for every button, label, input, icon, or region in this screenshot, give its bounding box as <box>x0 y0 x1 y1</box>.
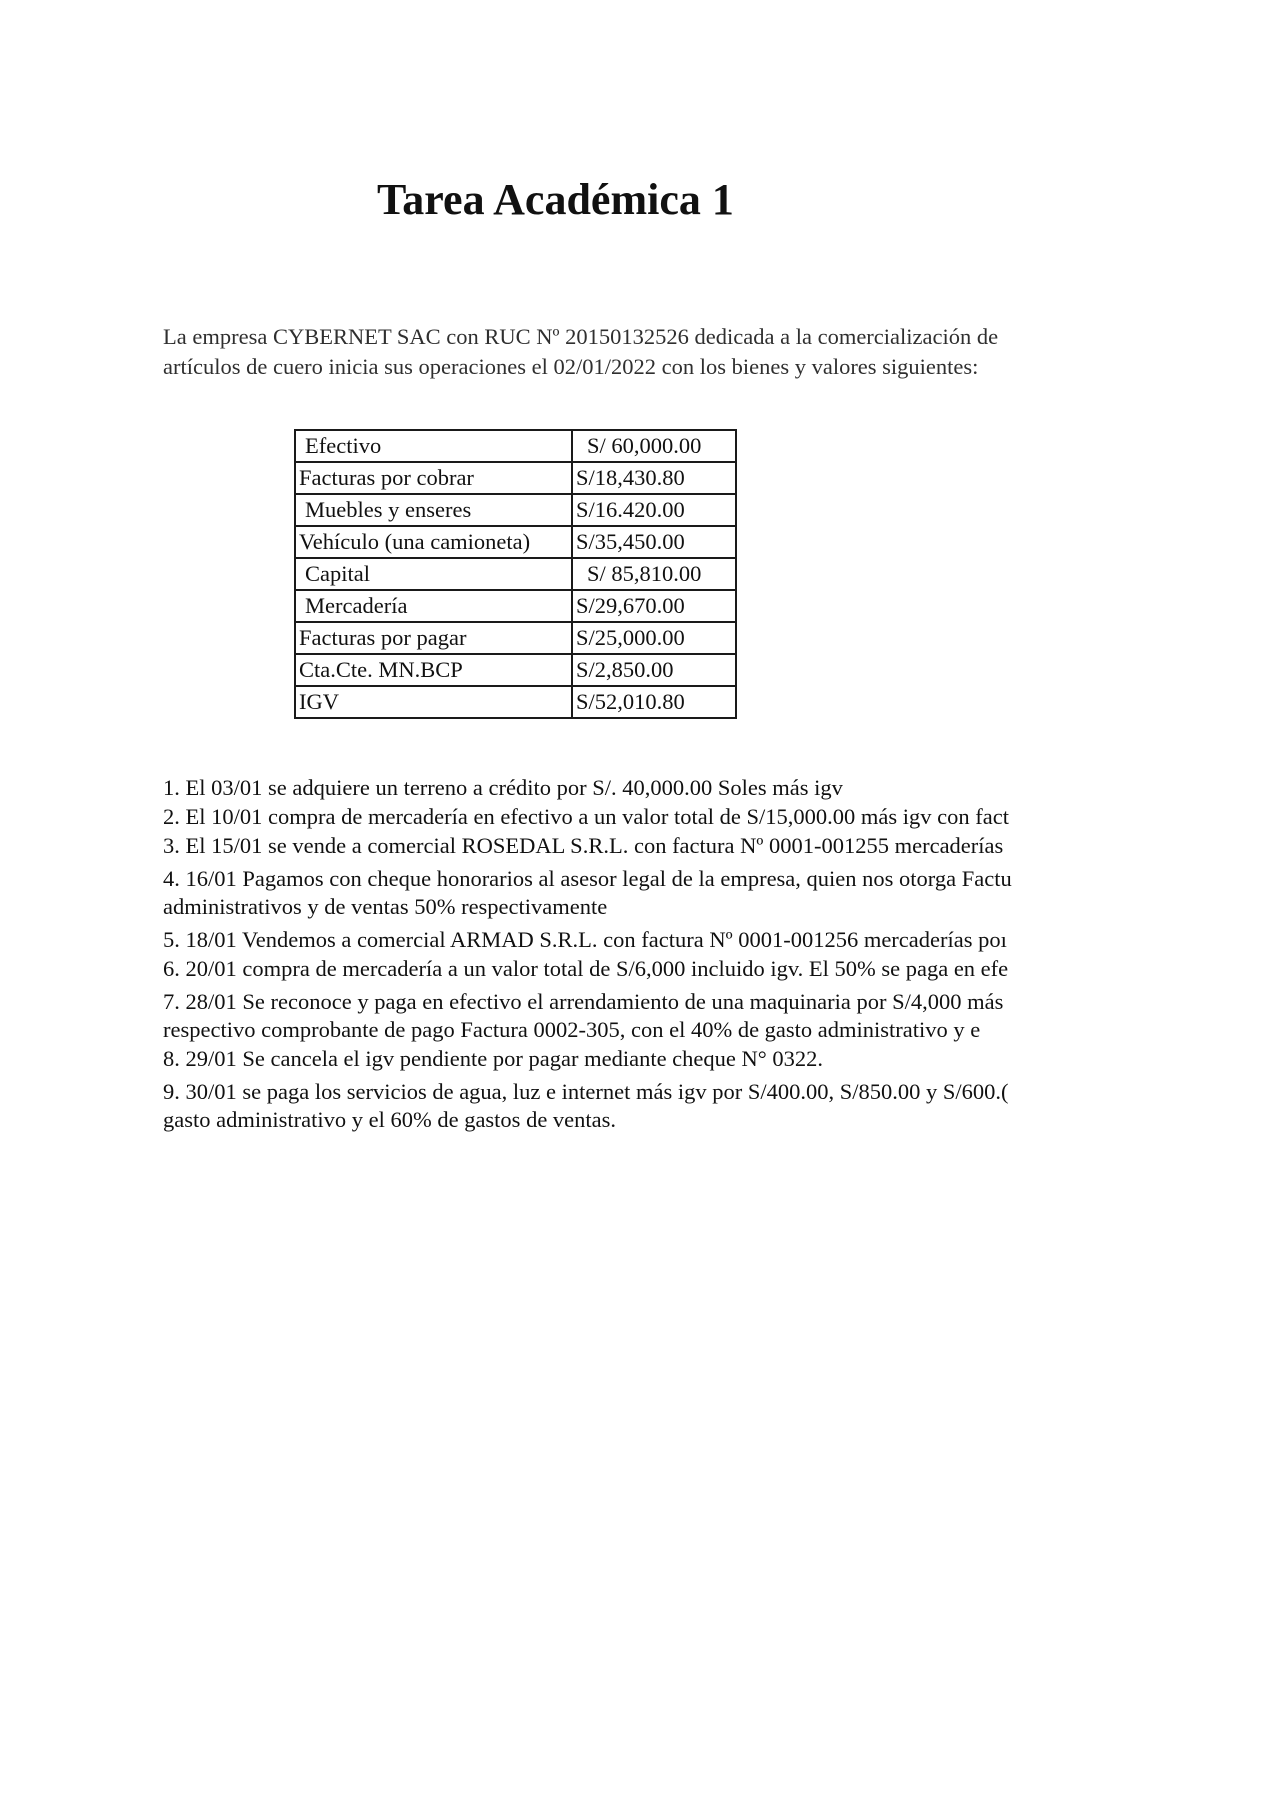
asset-value: S/29,670.00 <box>572 590 736 622</box>
table-row <box>295 558 736 590</box>
list-item <box>163 988 1133 1044</box>
item-text: 4. 16/01 Pagamos con cheque honorarios al asesor legal de la empresa, quien nos otorga Factu <box>163 866 1012 891</box>
item-text: 8. 29/01 Se cancela el igv pendiente por pagar mediante cheque N° 0322. <box>163 1046 824 1071</box>
asset-value: S/18,430.80 <box>572 462 736 494</box>
intro-line-1: La empresa CYBERNET SAC con RUC Nº 20150132526 dedicada a la comercialización de <box>163 324 999 349</box>
intro-line-2: artículos de cuero inicia sus operaciones el 02/01/2022 con los bienes y valores siguientes: <box>163 354 979 379</box>
asset-name: Vehículo (una camioneta) <box>295 526 572 558</box>
asset-value: S/52,010.80 <box>572 686 736 718</box>
table-row <box>295 462 736 494</box>
asset-name: IGV <box>295 686 572 718</box>
list-item <box>163 865 1133 921</box>
list-item <box>163 832 1133 860</box>
item-text-continued: respectivo comprobante de pago Factura 0002-305, con el 40% de gasto administrativo y e <box>163 1017 981 1042</box>
table-row <box>295 686 736 718</box>
asset-name: Facturas por pagar <box>295 622 572 654</box>
item-text-continued: gasto administrativo y el 60% de gastos de ventas. <box>163 1107 617 1132</box>
intro-paragraph <box>163 322 1143 382</box>
item-text: 1. El 03/01 se adquiere un terreno a crédito por S/. 40,000.00 Soles más igv <box>163 775 843 800</box>
list-item <box>163 774 1133 802</box>
item-text: 9. 30/01 se paga los servicios de agua, luz e internet más igv por S/400.00, S/850.00 y S/600.( <box>163 1079 1009 1104</box>
table-row <box>295 430 736 462</box>
item-text: 7. 28/01 Se reconoce y paga en efectivo el arrendamiento de una maquinaria por S/4,000 más <box>163 989 1004 1014</box>
item-text: 2. El 10/01 compra de mercadería en efectivo a un valor total de S/15,000.00 más igv con fact <box>163 804 1009 829</box>
list-item <box>163 1045 1133 1073</box>
asset-name: Cta.Cte. MN.BCP <box>295 654 572 686</box>
item-text-continued: administrativos y de ventas 50% respectivamente <box>163 894 608 919</box>
table-row <box>295 526 736 558</box>
table-row <box>295 622 736 654</box>
asset-name: Capital <box>295 558 572 590</box>
item-text: 6. 20/01 compra de mercadería a un valor total de S/6,000 incluido igv. El 50% se paga en efe <box>163 956 1009 981</box>
item-text: 3. El 15/01 se vende a comercial ROSEDAL S.R.L. con factura Nº 0001-001255 mercaderías <box>163 833 1004 858</box>
list-item <box>163 803 1133 831</box>
asset-value: S/ 85,810.00 <box>572 558 736 590</box>
opening-balance-table <box>294 429 737 719</box>
list-item <box>163 955 1133 983</box>
asset-value: S/16.420.00 <box>572 494 736 526</box>
table-row <box>295 590 736 622</box>
asset-value: S/2,850.00 <box>572 654 736 686</box>
asset-value: S/25,000.00 <box>572 622 736 654</box>
transactions-list <box>163 774 1133 1139</box>
table-row <box>295 494 736 526</box>
asset-name: Efectivo <box>295 430 572 462</box>
asset-name: Mercadería <box>295 590 572 622</box>
list-item <box>163 926 1133 954</box>
asset-value: S/ 60,000.00 <box>572 430 736 462</box>
document-title: Tarea Académica 1 <box>377 175 734 224</box>
item-text: 5. 18/01 Vendemos a comercial ARMAD S.R.L. con factura Nº 0001-001256 mercaderías poı <box>163 927 1007 952</box>
asset-name: Facturas por cobrar <box>295 462 572 494</box>
asset-name: Muebles y enseres <box>295 494 572 526</box>
asset-value: S/35,450.00 <box>572 526 736 558</box>
list-item <box>163 1078 1133 1134</box>
table-row <box>295 654 736 686</box>
